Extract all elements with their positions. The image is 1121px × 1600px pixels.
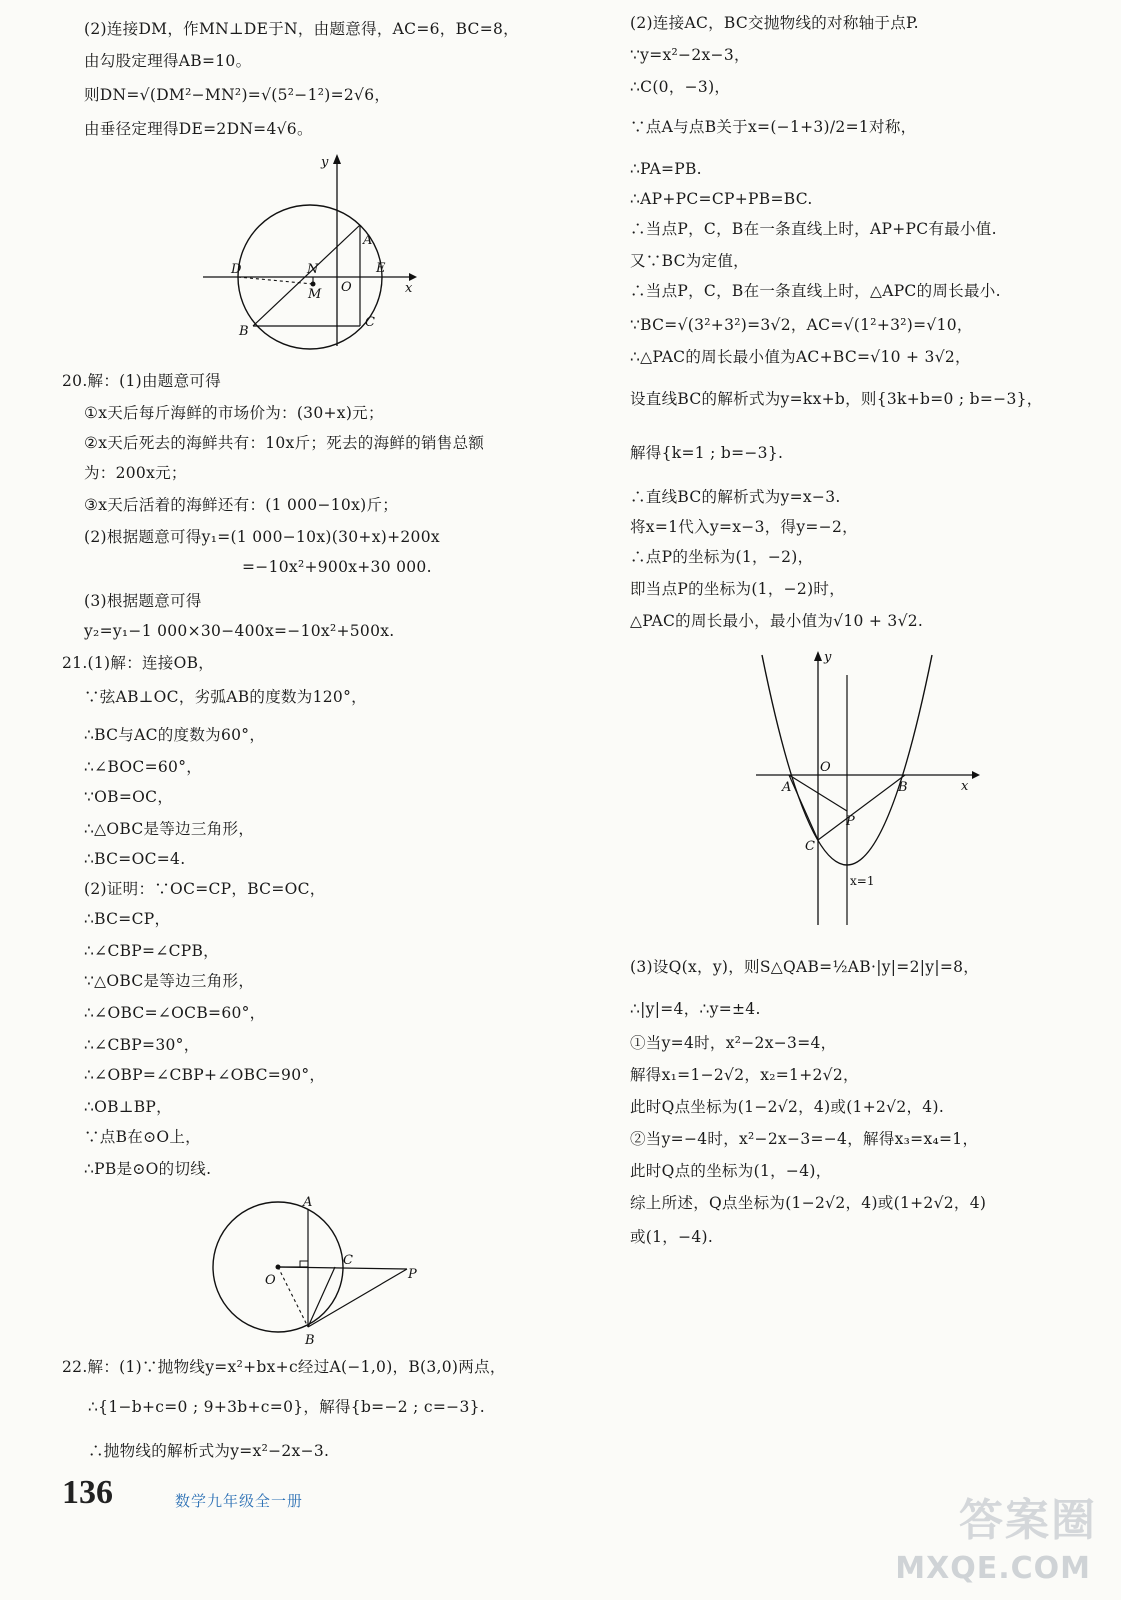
label-p: P bbox=[408, 1267, 417, 1282]
text-line: ∴BC=OC=4. bbox=[84, 850, 186, 868]
text-line: (2)证明：∵OC=CP，BC=OC， bbox=[84, 880, 326, 898]
text-line: ∴当点P，C，B在一条直线上时，△APC的周长最小. bbox=[630, 282, 1001, 300]
text-line: 又∵BC为定值， bbox=[630, 252, 749, 270]
text-line: ∴直线BC的解析式为y=x−3. bbox=[630, 488, 841, 506]
label-b: B bbox=[239, 324, 249, 339]
text-line: ③x天后活着的海鲜还有：(1 000−10x)斤； bbox=[84, 496, 399, 514]
label-n: N bbox=[307, 262, 319, 277]
watermark-url: MXQE.COM bbox=[895, 1551, 1091, 1586]
text-line: ∴∠OBC=∠OCB=60°， bbox=[84, 1004, 266, 1022]
label-c: C bbox=[805, 839, 815, 854]
text-line: ∴抛物线的解析式为y=x²−2x−3. bbox=[88, 1442, 330, 1460]
label-b: B bbox=[305, 1333, 315, 1348]
text-line: ∵点B在⊙O上， bbox=[84, 1128, 201, 1146]
text-line: 综上所述，Q点坐标为(1−2√2，4)或(1+2√2，4) bbox=[630, 1194, 987, 1212]
label-e: E bbox=[376, 261, 386, 276]
text-line: ∴|y|=4，∴y=±4. bbox=[630, 1000, 761, 1018]
label-a: A bbox=[782, 780, 792, 795]
text-line: ∴PB是⊙O的切线. bbox=[84, 1160, 212, 1178]
text-line: ∴BC=CP， bbox=[84, 910, 171, 928]
label-a: A bbox=[363, 233, 373, 248]
label-x: x bbox=[405, 281, 413, 296]
text-line: ∵△OBC是等边三角形， bbox=[84, 972, 255, 990]
text-line: ∴∠CBP=∠CPB， bbox=[84, 942, 219, 960]
text-line: 或(1，−4). bbox=[630, 1228, 714, 1246]
text-line: ①x天后每斤海鲜的市场价为：(30+x)元； bbox=[84, 404, 384, 422]
text-line: ①当y=4时，x²−2x−3=4， bbox=[630, 1034, 837, 1052]
text-line: 将x=1代入y=x−3，得y=−2， bbox=[630, 518, 858, 536]
text-line: 22.解：(1)∵抛物线y=x²+bx+c经过A(−1,0)，B(3,0)两点， bbox=[62, 1358, 506, 1376]
text-line: (2)连接DM，作MN⊥DE于N，由题意得，AC=6，BC=8， bbox=[84, 20, 519, 38]
text-line: ∴{1−b+c=0 ; 9+3b+c=0}，解得{b=−2 ; c=−3}. bbox=[88, 1398, 486, 1416]
text-line: ∴BC与AC的度数为60°， bbox=[84, 726, 266, 744]
text-line: 即当点P的坐标为(1，−2)时， bbox=[630, 580, 846, 598]
text-line: y₂=y₁−1 000×30−400x=−10x²+500x. bbox=[84, 622, 395, 640]
text-line: ②x天后死去的海鲜共有：10x斤；死去的海鲜的销售总额 bbox=[84, 434, 485, 452]
text-line: ∴当点P，C，B在一条直线上时，AP+PC有最小值. bbox=[630, 220, 997, 238]
text-line: ∴△OBC是等边三角形， bbox=[84, 820, 255, 838]
tangent-figure bbox=[195, 1192, 435, 1352]
label-b: B bbox=[898, 780, 908, 795]
text-line: (2)连接AC，BC交抛物线的对称轴于点P. bbox=[630, 14, 919, 32]
label-axis: x=1 bbox=[850, 874, 875, 888]
label-o: O bbox=[820, 760, 831, 775]
text-line: (3)设Q(x，y)，则S△QAB=½AB·|y|=2|y|=8， bbox=[630, 958, 980, 976]
book-title: 数学九年级全一册 bbox=[175, 1492, 304, 1510]
label-p: P bbox=[846, 814, 855, 829]
text-line: 此时Q点坐标为(1−2√2，4)或(1+2√2，4). bbox=[630, 1098, 945, 1116]
text-line: ∴OB⊥BP， bbox=[84, 1098, 172, 1116]
text-line: ∴AP+PC=CP+PB=BC. bbox=[630, 190, 813, 208]
text-line: 则DN=√(DM²−MN²)=√(5²−1²)=2√6， bbox=[84, 86, 391, 104]
label-y: y bbox=[321, 155, 329, 170]
label-c: C bbox=[365, 315, 375, 330]
text-line: ∴∠OBP=∠CBP+∠OBC=90°， bbox=[84, 1066, 326, 1084]
text-line: 为：200x元； bbox=[84, 464, 187, 482]
text-line: 21.(1)解：连接OB， bbox=[62, 654, 215, 672]
text-line: (2)根据题意可得y₁=(1 000−10x)(30+x)+200x bbox=[84, 528, 440, 546]
text-line: (3)根据题意可得 bbox=[84, 592, 202, 610]
page-number: 136 bbox=[62, 1474, 113, 1511]
label-c: C bbox=[343, 1253, 353, 1268]
text-line: ∴∠CBP=30°， bbox=[84, 1036, 200, 1054]
text-line: ∵点A与点B关于x=(−1+3)/2=1对称， bbox=[630, 118, 917, 136]
text-line: ∴点P的坐标为(1，−2)， bbox=[630, 548, 814, 566]
label-d: D bbox=[231, 262, 242, 277]
text-line: ∵OB=OC， bbox=[84, 788, 174, 806]
text-line: 解得{k=1 ; b=−3}. bbox=[630, 444, 784, 462]
label-x: x bbox=[961, 779, 969, 794]
text-line: ∵BC=√(3²+3²)=3√2，AC=√(1²+3²)=√10， bbox=[630, 316, 973, 334]
text-line: 设直线BC的解析式为y=kx+b，则{3k+b=0 ; b=−3}， bbox=[630, 390, 1043, 408]
text-line: ∵弦AB⊥OC，劣弧AB的度数为120°， bbox=[84, 688, 367, 706]
text-line: △PAC的周长最小，最小值为√10 + 3√2. bbox=[630, 612, 924, 630]
label-m: M bbox=[308, 287, 322, 302]
text-line: ∵y=x²−2x−3， bbox=[630, 46, 750, 64]
text-line: ②当y=−4时，x²−2x−3=−4，解得x₃=x₄=1， bbox=[630, 1130, 979, 1148]
text-line: ∴△PAC的周长最小值为AC+BC=√10 + 3√2， bbox=[630, 348, 971, 366]
label-a: A bbox=[303, 1195, 313, 1210]
parabola-figure bbox=[752, 645, 992, 930]
label-o: O bbox=[265, 1273, 276, 1288]
text-line: =−10x²+900x+30 000. bbox=[242, 558, 432, 576]
text-line: 此时Q点的坐标为(1，−4)， bbox=[630, 1162, 832, 1180]
text-line: 由垂径定理得DE=2DN=4√6。 bbox=[84, 120, 313, 138]
text-line: ∴C(0，−3)， bbox=[630, 78, 731, 96]
text-line: ∴PA=PB. bbox=[630, 160, 702, 178]
watermark-logo: 答案圈 bbox=[959, 1495, 1097, 1546]
text-line: 由勾股定理得AB=10。 bbox=[84, 52, 252, 70]
text-line: 解得x₁=1−2√2，x₂=1+2√2， bbox=[630, 1066, 859, 1084]
label-y: y bbox=[824, 650, 832, 665]
label-o: O bbox=[341, 280, 352, 295]
text-line: ∴∠BOC=60°， bbox=[84, 758, 203, 776]
text-line: 20.解：(1)由题意可得 bbox=[62, 372, 222, 390]
circle-axes-figure bbox=[195, 150, 425, 350]
